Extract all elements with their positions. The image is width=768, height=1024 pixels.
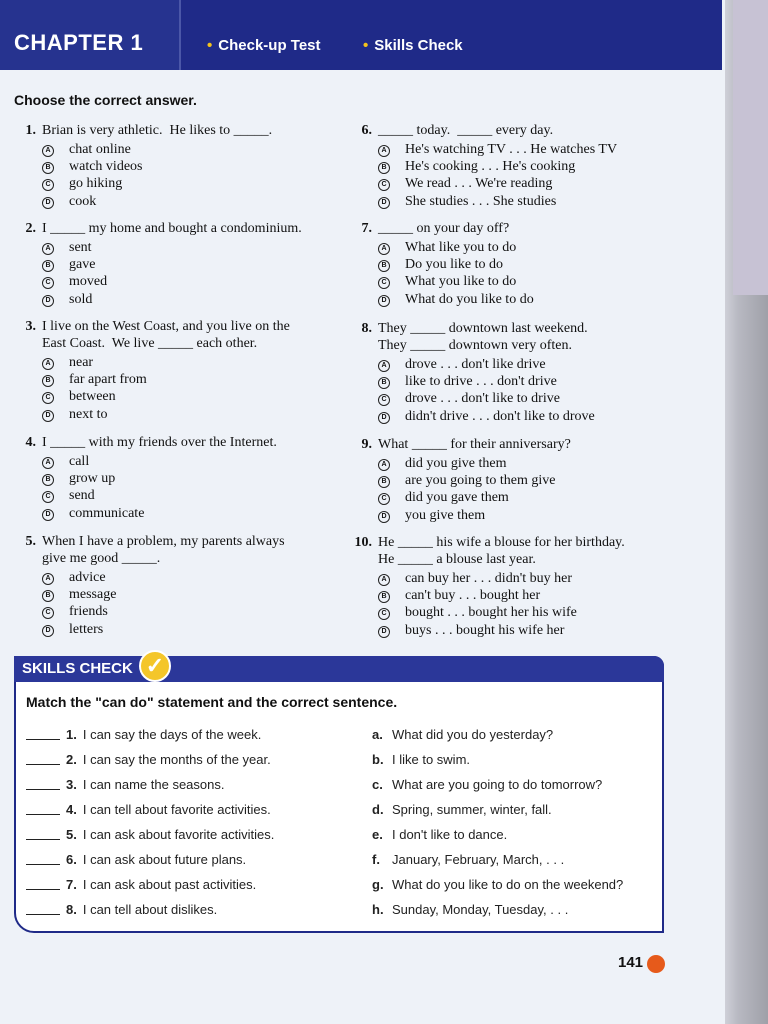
- answer-option[interactable]: [42, 453, 89, 470]
- header-item-checkup: • Check-up Test: [207, 37, 321, 54]
- answer-option[interactable]: [42, 505, 144, 522]
- option-text: moved: [69, 274, 108, 290]
- option-text: buys . . . bought his wife her: [405, 622, 565, 638]
- answer-option[interactable]: [378, 408, 595, 425]
- option-letter-circle: D: [42, 625, 54, 637]
- statement-number: 8.: [66, 902, 77, 917]
- match-sentence: [372, 752, 470, 767]
- page-number: 141: [618, 954, 644, 971]
- sentence-letter: h.: [372, 902, 384, 917]
- option-text: you give them: [405, 507, 486, 523]
- answer-option[interactable]: [42, 239, 92, 256]
- statement-number: 6.: [66, 852, 77, 867]
- statement-text: I can ask about future plans.: [82, 852, 247, 867]
- option-letter-circle: B: [42, 260, 54, 272]
- question-stem: I _____ with my friends over the Internet.: [42, 435, 277, 450]
- option-letter-circle: A: [378, 574, 390, 586]
- option-text: far apart from: [69, 372, 147, 388]
- option-letter-circle: A: [378, 145, 390, 157]
- option-text: message: [69, 587, 117, 603]
- option-letter-circle: B: [42, 162, 54, 174]
- answer-option[interactable]: [42, 388, 116, 405]
- bullet-icon: •: [207, 37, 213, 54]
- sentence-text: January, February, March, . . .: [392, 852, 565, 867]
- answer-option[interactable]: [42, 256, 95, 273]
- answer-option[interactable]: [42, 158, 142, 175]
- option-text: He's cooking . . . He's cooking: [405, 159, 576, 175]
- statement-text: I can say the months of the year.: [82, 752, 271, 767]
- can-do-statement: [26, 852, 246, 867]
- question-stem: I _____ my home and bought a condominium.: [42, 221, 302, 236]
- option-letter-circle: C: [42, 179, 54, 191]
- statement-number: 2.: [66, 752, 77, 767]
- option-letter-circle: C: [378, 608, 390, 620]
- match-sentence: [372, 802, 552, 817]
- can-do-statement: [26, 877, 256, 892]
- answer-option[interactable]: [378, 193, 556, 210]
- question-number: 9.: [361, 437, 372, 452]
- option-text: between: [69, 389, 116, 405]
- option-text: watch videos: [69, 159, 143, 175]
- question-number: 2.: [25, 221, 36, 236]
- option-text: Do you like to do: [405, 257, 503, 273]
- answer-option[interactable]: [42, 141, 131, 158]
- answer-option[interactable]: [378, 175, 552, 192]
- match-sentence: [372, 777, 602, 792]
- answer-option[interactable]: [378, 373, 557, 390]
- option-text: go hiking: [69, 176, 123, 192]
- statement-text: I can tell about dislikes.: [82, 902, 218, 917]
- question-number: 4.: [25, 435, 36, 450]
- option-text: grow up: [69, 471, 116, 487]
- sentence-text: What do you like to do on the weekend?: [392, 877, 624, 892]
- option-letter-circle: D: [42, 295, 54, 307]
- question-stem: I live on the West Coast, and you live on the East Coast. We live _____ each other.: [42, 319, 290, 351]
- option-letter-circle: A: [378, 459, 390, 471]
- answer-option[interactable]: [42, 621, 103, 638]
- instructions: Choose the correct answer.: [14, 92, 197, 108]
- question-stem: He _____ his wife a blouse for her birthday. He _____ a blouse last year.: [378, 535, 625, 567]
- option-text: We read . . . We're reading: [405, 176, 553, 192]
- sentence-letter: a.: [372, 727, 383, 742]
- sentence-text: What did you do yesterday?: [392, 727, 554, 742]
- sentence-letter: b.: [372, 752, 384, 767]
- answer-blank[interactable]: [26, 914, 60, 915]
- answer-blank[interactable]: [26, 764, 60, 765]
- can-do-statement: [26, 827, 274, 842]
- option-letter-circle: C: [378, 394, 390, 406]
- question-number: 6.: [361, 123, 372, 138]
- statement-text: I can ask about past activities.: [82, 877, 257, 892]
- option-text: near: [69, 355, 94, 370]
- option-text: send: [69, 488, 95, 504]
- sentence-letter: f.: [372, 852, 380, 867]
- option-text: What do you like to do: [405, 291, 534, 307]
- statement-number: 5.: [66, 827, 77, 842]
- answer-option[interactable]: [42, 193, 96, 210]
- option-letter-circle: C: [42, 392, 54, 404]
- option-letter-circle: B: [378, 476, 390, 488]
- option-text: like to drive . . . don't drive: [405, 374, 557, 390]
- option-letter-circle: D: [378, 412, 390, 424]
- option-letter-circle: B: [42, 474, 54, 486]
- option-text: didn't drive . . . don't like to drove: [405, 408, 595, 424]
- option-letter-circle: B: [378, 591, 390, 603]
- answer-option[interactable]: [42, 175, 122, 192]
- answer-option[interactable]: [378, 158, 575, 175]
- option-text: What you like to do: [405, 274, 517, 290]
- option-text: did you gave them: [405, 490, 509, 506]
- option-text: sent: [69, 240, 92, 255]
- sentence-text: I don't like to dance.: [392, 827, 508, 842]
- answer-option[interactable]: [42, 470, 115, 487]
- option-text: friends: [69, 604, 108, 620]
- option-text: communicate: [69, 505, 145, 521]
- skills-check-instructions: Match the "can do" statement and the correct sentence.: [26, 694, 398, 710]
- option-letter-circle: D: [42, 197, 54, 209]
- question-stem: They _____ downtown last weekend. They _____ downtown very often.: [378, 321, 588, 353]
- question-number: 8.: [361, 321, 372, 336]
- statement-number: 1.: [66, 727, 77, 742]
- option-letter-circle: C: [42, 277, 54, 289]
- checkmark-icon: ✓: [139, 650, 171, 682]
- question-stem: Brian is very athletic. He likes to _____.: [42, 123, 273, 138]
- match-sentence: [372, 877, 623, 892]
- answer-blank[interactable]: [26, 864, 60, 865]
- bullet-icon: •: [363, 37, 369, 54]
- option-letter-circle: B: [378, 377, 390, 389]
- option-text: gave: [69, 257, 96, 273]
- option-letter-circle: A: [378, 360, 390, 372]
- page-edge-tint: [733, 0, 768, 295]
- answer-option[interactable]: [378, 570, 572, 587]
- option-text: letters: [69, 621, 104, 637]
- sentence-text: Sunday, Monday, Tuesday, . . .: [392, 902, 569, 917]
- option-text: drove . . . don't like drive: [405, 357, 546, 372]
- question-number: 3.: [25, 319, 36, 334]
- answer-option[interactable]: [378, 587, 540, 604]
- answer-option[interactable]: [378, 622, 564, 639]
- answer-option[interactable]: [378, 273, 516, 290]
- sentence-letter: c.: [372, 777, 383, 792]
- option-letter-circle: D: [378, 626, 390, 638]
- sentence-text: I like to swim.: [392, 752, 471, 767]
- option-letter-circle: C: [42, 607, 54, 619]
- question-number: 10.: [354, 535, 372, 550]
- statement-number: 7.: [66, 877, 77, 892]
- answer-option[interactable]: [42, 371, 147, 388]
- option-text: She studies . . . She studies: [405, 193, 557, 209]
- skills-check-title: SKILLS CHECK: [22, 660, 133, 677]
- question-stem: When I have a problem, my parents always give me good _____.: [42, 534, 285, 566]
- option-text: chat online: [69, 142, 131, 157]
- question-number: 5.: [25, 534, 36, 549]
- sentence-letter: g.: [372, 877, 384, 892]
- match-sentence: [372, 727, 553, 742]
- page-dot-icon: [647, 955, 665, 973]
- can-do-statement: [26, 902, 217, 917]
- statement-text: I can tell about favorite activities.: [82, 802, 271, 817]
- option-text: cook: [69, 193, 97, 209]
- answer-option[interactable]: [378, 141, 617, 158]
- option-text: He's watching TV . . . He watches TV: [405, 142, 618, 157]
- option-letter-circle: B: [42, 590, 54, 602]
- sentence-text: Spring, summer, winter, fall.: [392, 802, 552, 817]
- answer-option[interactable]: [378, 489, 509, 506]
- option-letter-circle: A: [42, 457, 54, 469]
- answer-blank[interactable]: [26, 739, 60, 740]
- option-letter-circle: A: [42, 145, 54, 157]
- header-item-skills: • Skills Check: [363, 37, 463, 54]
- answer-option[interactable]: [42, 406, 108, 423]
- option-text: drove . . . don't like to drive: [405, 391, 560, 407]
- option-letter-circle: C: [378, 493, 390, 505]
- match-sentence: [372, 852, 564, 867]
- can-do-statement: [26, 802, 271, 817]
- statement-number: 4.: [66, 802, 77, 817]
- answer-option[interactable]: [42, 487, 95, 504]
- option-letter-circle: C: [378, 179, 390, 191]
- answer-blank[interactable]: [26, 889, 60, 890]
- question-number: 7.: [361, 221, 372, 236]
- option-letter-circle: A: [42, 358, 54, 370]
- answer-option[interactable]: [42, 586, 116, 603]
- statement-text: I can name the seasons.: [82, 777, 225, 792]
- option-text: call: [69, 454, 90, 469]
- option-letter-circle: D: [42, 509, 54, 521]
- answer-option[interactable]: [378, 604, 577, 621]
- answer-option[interactable]: [378, 507, 485, 524]
- option-letter-circle: B: [42, 375, 54, 387]
- option-letter-circle: B: [378, 260, 390, 272]
- option-letter-circle: D: [378, 511, 390, 523]
- answer-option[interactable]: [42, 603, 108, 620]
- sentence-letter: d.: [372, 802, 384, 817]
- option-letter-circle: C: [42, 491, 54, 503]
- option-text: advice: [69, 570, 106, 585]
- answer-blank[interactable]: [26, 789, 60, 790]
- option-letter-circle: B: [378, 162, 390, 174]
- statement-text: I can say the days of the week.: [82, 727, 262, 742]
- answer-option[interactable]: [378, 390, 560, 407]
- can-do-statement: [26, 752, 271, 767]
- question-stem: _____ on your day off?: [378, 221, 510, 236]
- option-text: can buy her . . . didn't buy her: [405, 571, 572, 586]
- answer-option[interactable]: [42, 569, 106, 586]
- option-letter-circle: A: [42, 573, 54, 585]
- question-stem: What _____ for their anniversary?: [378, 437, 571, 452]
- option-text: next to: [69, 406, 108, 422]
- option-text: sold: [69, 291, 93, 307]
- option-text: bought . . . bought her his wife: [405, 605, 577, 621]
- answer-option[interactable]: [42, 273, 107, 290]
- option-letter-circle: D: [378, 197, 390, 209]
- answer-option[interactable]: [378, 239, 516, 256]
- match-sentence: [372, 902, 568, 917]
- option-text: What like you to do: [405, 240, 517, 255]
- chapter-title: CHAPTER 1: [14, 30, 144, 55]
- option-letter-circle: A: [42, 243, 54, 255]
- answer-option[interactable]: [378, 356, 546, 373]
- answer-option[interactable]: [378, 455, 507, 472]
- option-text: did you give them: [405, 456, 507, 471]
- question-number: 1.: [25, 123, 36, 138]
- answer-option[interactable]: [42, 291, 92, 308]
- option-letter-circle: A: [378, 243, 390, 255]
- match-sentence: [372, 827, 507, 842]
- option-text: can't buy . . . bought her: [405, 588, 541, 604]
- answer-option[interactable]: [378, 472, 555, 489]
- answer-blank[interactable]: [26, 814, 60, 815]
- can-do-statement: [26, 727, 261, 742]
- option-letter-circle: D: [42, 410, 54, 422]
- sentence-text: What are you going to do tomorrow?: [392, 777, 603, 792]
- option-letter-circle: C: [378, 277, 390, 289]
- sentence-letter: e.: [372, 827, 383, 842]
- statement-number: 3.: [66, 777, 77, 792]
- answer-blank[interactable]: [26, 839, 60, 840]
- question-stem: _____ today. _____ every day.: [378, 123, 554, 138]
- answer-option[interactable]: [378, 256, 503, 273]
- option-letter-circle: D: [378, 295, 390, 307]
- statement-text: I can ask about favorite activities.: [82, 827, 275, 842]
- answer-option[interactable]: [42, 354, 93, 371]
- can-do-statement: [26, 777, 225, 792]
- answer-option[interactable]: [378, 291, 534, 308]
- option-text: are you going to them give: [405, 473, 556, 489]
